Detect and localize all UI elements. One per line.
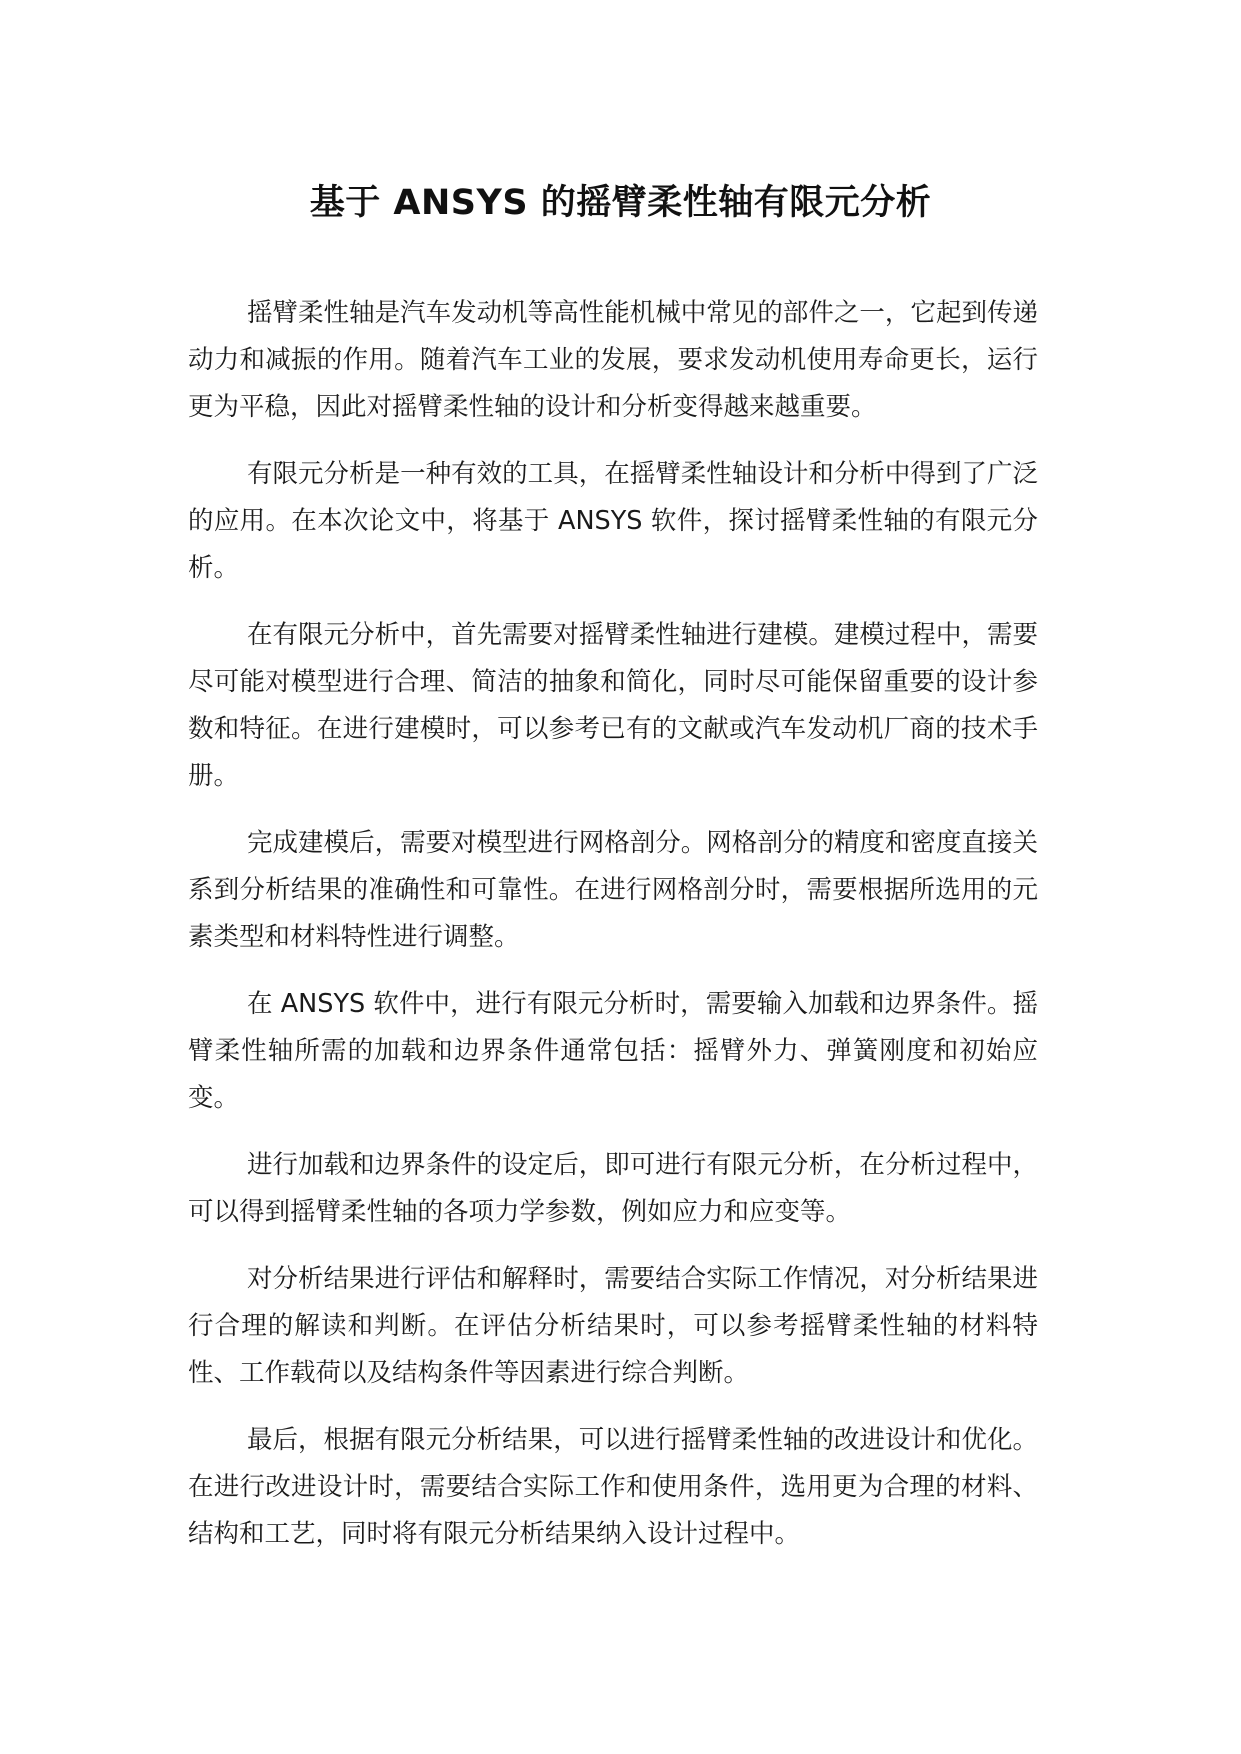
document-title: 基于 ANSYS 的摇臂柔性轴有限元分析 [309,183,932,223]
paragraph-6: 进行加载和边界条件的设定后，即可进行有限元分析，在分析过程中，可以得到摇臂柔性轴的各项力学参数，例如应力和应变等。 [188,1150,1038,1227]
paragraph-7: 对分析结果进行评估和解释时，需要结合实际工作情况，对分析结果进行合理的解读和判断。在评估分析结果时，可以参考摇臂柔性轴的材料特性、工作载荷以及结构条件等因素进行综合判断。 [188,1264,1038,1388]
paragraph-8: 最后，根据有限元分析结果，可以进行摇臂柔性轴的改进设计和优化。在进行改进设计时，需要结合实际工作和使用条件，选用更为合理的材料、结构和工艺，同时将有限元分析结果纳入设计过程中。 [188,1425,1038,1549]
paragraph-4: 完成建模后，需要对模型进行网格剖分。网格剖分的精度和密度直接关系到分析结果的准确性和可靠性。在进行网格剖分时，需要根据所选用的元素类型和材料特性进行调整。 [188,828,1038,952]
paragraph-2: 有限元分析是一种有效的工具，在摇臂柔性轴设计和分析中得到了广泛的应用。在本次论文中，将基于 ANSYS 软件，探讨摇臂柔性轴的有限元分析。 [188,459,1038,583]
paragraph-5: 在 ANSYS 软件中，进行有限元分析时，需要输入加载和边界条件。摇臂柔性轴所需的加载和边界条件通常包括：摇臂外力、弹簧刚度和初始应变。 [188,989,1038,1113]
paragraph-1: 摇臂柔性轴是汽车发动机等高性能机械中常见的部件之一，它起到传递动力和减振的作用。随着汽车工业的发展，要求发动机使用寿命更长，运行更为平稳，因此对摇臂柔性轴的设计和分析变得越来越重要。 [188,298,1038,422]
paragraph-3: 在有限元分析中，首先需要对摇臂柔性轴进行建模。建模过程中，需要尽可能对模型进行合理、简洁的抽象和简化，同时尽可能保留重要的设计参数和特征。在进行建模时，可以参考已有的文献或汽车发动机厂商的技术手册。 [188,620,1038,791]
document-body [188,290,1038,1578]
